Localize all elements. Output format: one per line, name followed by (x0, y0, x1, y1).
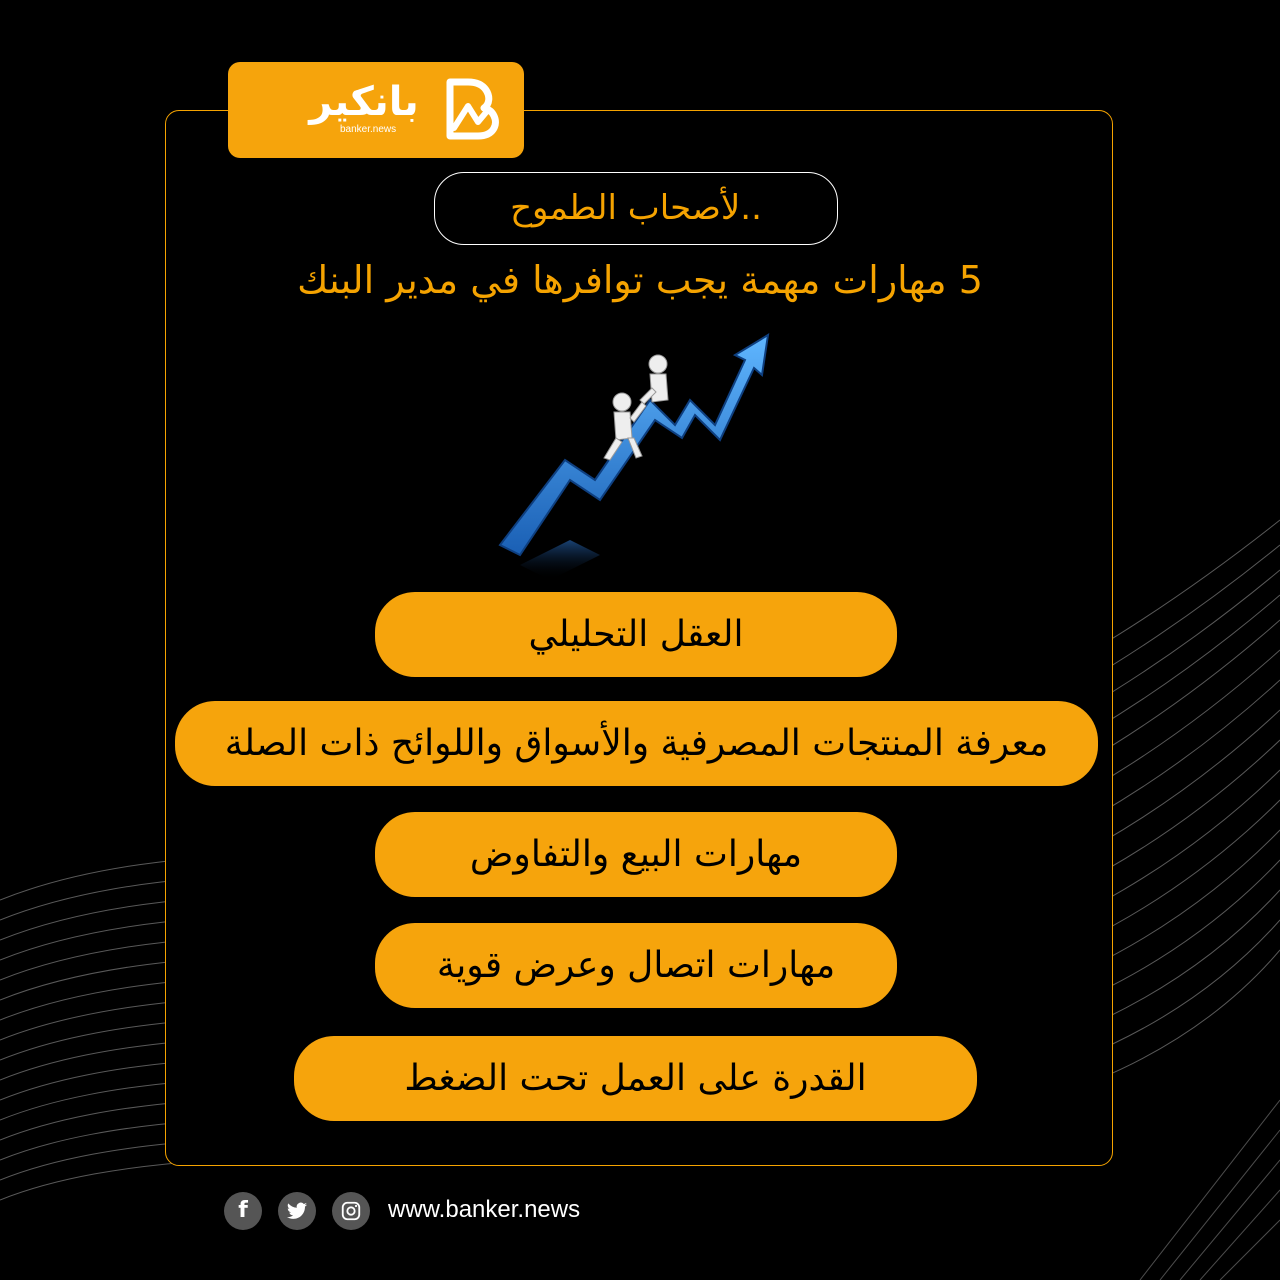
twitter-bird-icon (286, 1200, 308, 1222)
growth-arrow-illustration (490, 330, 780, 590)
instagram-glyph-icon (340, 1200, 362, 1222)
brand-mark-icon (442, 76, 502, 144)
page-title: 5 مهارات مهمة يجب توافرها في مدير البنك (297, 258, 983, 302)
twitter-icon[interactable] (278, 1192, 316, 1230)
skill-item-1: العقل التحليلي (375, 592, 897, 677)
website-link[interactable]: www.banker.news (388, 1196, 581, 1223)
tagline-pill: ..لأصحاب الطموح (434, 172, 838, 245)
skill-item-4: مهارات اتصال وعرض قوية (375, 923, 897, 1008)
skill-item-2: معرفة المنتجات المصرفية والأسواق واللوائح ذات الصلة (175, 701, 1098, 786)
skill-item-3: مهارات البيع والتفاوض (375, 812, 897, 897)
brand-logo (228, 62, 524, 158)
facebook-icon[interactable]: f (224, 1192, 262, 1230)
skill-item-5: القدرة على العمل تحت الضغط (294, 1036, 977, 1121)
brand-name: بانكير (309, 79, 419, 125)
brand-domain: banker.news (340, 124, 397, 135)
instagram-icon[interactable] (332, 1192, 370, 1230)
